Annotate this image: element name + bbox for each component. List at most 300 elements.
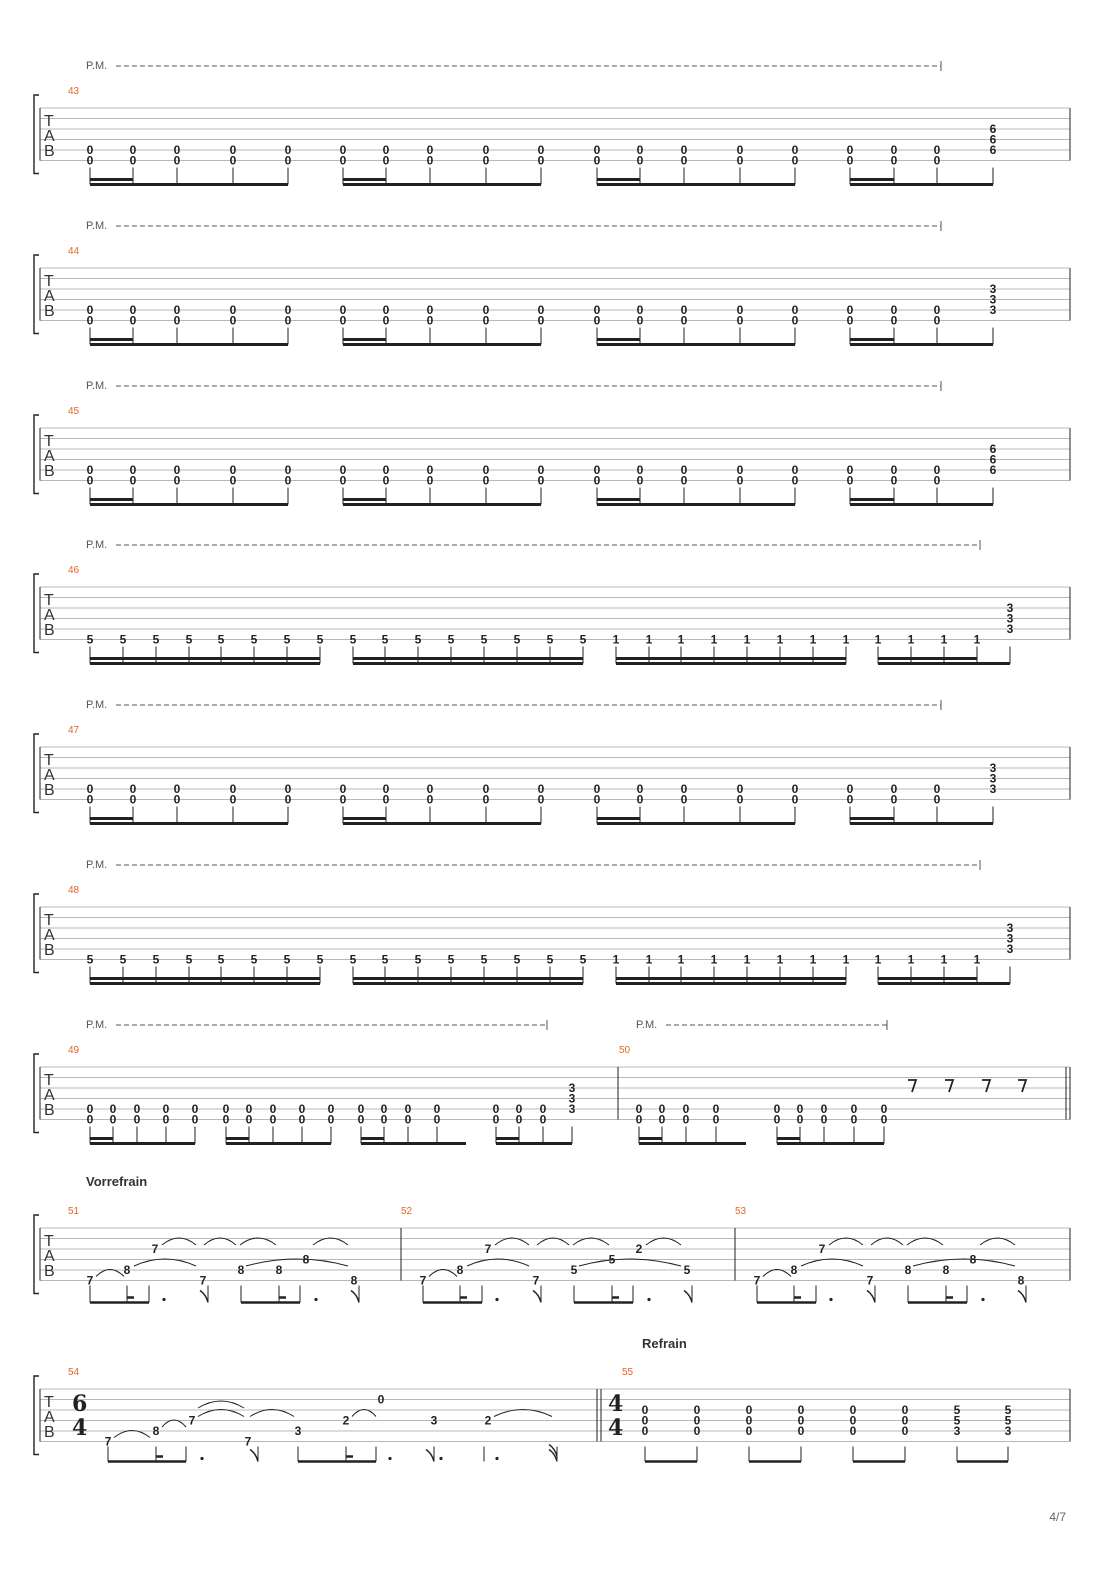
tie-arc [313,1238,348,1245]
fret-number: 0 [86,463,94,477]
fret-number: 0 [712,1102,720,1116]
fret-number: 0 [537,303,545,317]
fret-number: 0 [736,153,744,168]
fret-number: 2 [484,1413,492,1428]
tie-arc [240,1238,276,1245]
tab-system [34,859,1070,984]
dot [439,1457,442,1460]
tie-arc [980,1238,1015,1245]
fret-number: 0 [933,792,941,807]
fret-number: 1 [677,632,685,647]
fret-number: 0 [298,1102,306,1116]
palm-mute-label: P.M. [86,380,108,392]
fret-number: 0 [736,313,744,328]
fret-number: 0 [339,153,347,168]
fret-number: 0 [820,1102,828,1116]
tab-clef-letter: B [44,622,55,639]
fret-number: 0 [269,1102,277,1116]
tie-arc [537,1238,569,1245]
tab-clef-letter: T [44,433,54,450]
fret-number: 0 [426,153,434,168]
fret-number: 8 [123,1263,131,1277]
fret-number: 0 [593,463,601,477]
fret-number: 7 [188,1413,196,1428]
fret-number: 0 [284,303,292,317]
fret-number: 0 [797,1424,805,1438]
fret-number: 0 [880,1102,888,1116]
tie-arc [204,1238,236,1245]
fret-number: 0 [298,1112,306,1127]
dot [647,1298,650,1301]
fret-number: 0 [796,1102,804,1116]
fret-number: 0 [796,1112,804,1127]
fret-number: 0 [229,313,237,328]
fret-number: 0 [846,782,854,796]
section-label-vorrefrain: Vorrefrain [86,1174,148,1189]
fret-number: 0 [129,303,137,317]
fret-number: 5 [953,1413,961,1428]
fret-number: 0 [433,1112,441,1127]
fret-number: 5 [316,952,324,967]
fret-number: 0 [773,1112,781,1127]
tie-arc [646,1238,681,1245]
fret-number: 0 [86,143,94,157]
dot [981,1298,984,1301]
fret-number: 8 [969,1252,977,1267]
palm-mute-label: P.M. [86,60,108,72]
fret-number: 0 [933,782,941,796]
tie-arc [134,1259,196,1266]
fret-number: 5 [86,632,94,647]
fret-number: 0 [129,153,137,168]
tie-arc [114,1431,150,1438]
fret-number: 0 [109,1102,117,1116]
fret-number: 5 [119,952,127,967]
tie-arc [579,1259,681,1266]
fret-number: 5 [152,952,160,967]
fret-number: 0 [682,1102,690,1116]
fret-number: 5 [185,952,193,967]
fret-number: 5 [570,1263,578,1277]
fret-number: 0 [680,143,688,157]
fret-number: 0 [426,792,434,807]
fret-number: 5 [546,632,554,647]
fret-number: 6 [989,132,997,147]
fret-number: 5 [283,632,291,647]
tab-clef-letter: B [44,463,55,480]
fret-number: 0 [849,1413,857,1428]
fret-number: 0 [537,782,545,796]
fret-number: 0 [269,1112,277,1127]
fret-number: 0 [426,463,434,477]
fret-number: 0 [682,1112,690,1127]
fret-number: 0 [593,303,601,317]
fret-number: 0 [636,153,644,168]
tab-system [34,60,1070,185]
fret-number: 0 [593,473,601,488]
fret-number: 5 [349,952,357,967]
fret-number: 0 [229,473,237,488]
fret-number: 3 [989,782,997,796]
tab-clef-letter: T [44,1233,54,1250]
system-bracket [34,95,39,174]
fret-number: 3 [568,1091,576,1106]
fret-number: 1 [842,632,850,647]
dot [495,1298,498,1301]
fret-number: 0 [173,792,181,807]
fret-number: 8 [302,1252,310,1267]
fret-number: 0 [284,782,292,796]
fret-number: 0 [382,463,390,477]
fret-number: 2 [635,1242,643,1256]
fret-number: 0 [339,792,347,807]
fret-number: 1 [612,952,620,967]
note-flag [200,1291,208,1303]
fret-number: 1 [612,632,620,647]
bar-number: 55 [622,1367,634,1378]
fret-number: 5 [513,632,521,647]
fret-number: 3 [989,771,997,786]
palm-mute-label: P.M. [86,859,108,871]
fret-number: 0 [537,473,545,488]
bar-number: 52 [401,1206,413,1217]
note-flag [867,1291,875,1303]
fret-number: 0 [339,782,347,796]
note-flag [1018,1291,1026,1303]
fret-number: 0 [339,143,347,157]
fret-number: 0 [382,792,390,807]
fret-number: 0 [380,1112,388,1127]
fret-number: 1 [776,952,784,967]
fret-number: 0 [382,303,390,317]
tab-clef-letter: A [44,448,55,465]
fret-number: 0 [86,303,94,317]
fret-number: 7 [419,1273,427,1288]
fret-number: 1 [776,632,784,647]
fret-number: 1 [645,632,653,647]
fret-number: 1 [743,632,751,647]
tab-clef-letter: T [44,113,54,130]
fret-number: 0 [636,792,644,807]
fret-number: 0 [426,143,434,157]
fret-number: 0 [482,313,490,328]
fret-number: 0 [773,1102,781,1116]
fret-number: 7 [86,1273,94,1288]
fret-number: 5 [513,952,521,967]
fret-number: 0 [658,1112,666,1127]
fret-number: 0 [129,143,137,157]
fret-number: 0 [680,303,688,317]
fret-number: 0 [357,1102,365,1116]
fret-number: 0 [86,153,94,168]
fret-number: 0 [492,1102,500,1116]
fret-number: 0 [382,313,390,328]
fret-number: 0 [86,1102,94,1116]
fret-number: 0 [641,1413,649,1428]
fret-number: 1 [940,632,948,647]
palm-mute-label: P.M. [636,1019,658,1031]
fret-number: 8 [152,1424,160,1438]
fret-number: 1 [710,632,718,647]
fret-number: 0 [593,782,601,796]
fret-number: 0 [890,782,898,796]
fret-number: 7 [484,1242,492,1256]
note-flag [351,1291,359,1303]
fret-number: 5 [185,632,193,647]
bar-number: 50 [619,1045,631,1056]
fret-number: 0 [426,473,434,488]
fret-number: 3 [989,761,997,775]
fret-number: 3 [1006,611,1014,626]
fret-number: 0 [284,143,292,157]
fret-number: 0 [382,782,390,796]
fret-number: 5 [608,1252,616,1267]
fret-number: 6 [989,442,997,456]
fret-number: 1 [645,952,653,967]
tab-clef-letter: B [44,303,55,320]
tab-clef-letter: T [44,1394,54,1411]
system-bracket [34,255,39,334]
fret-number: 0 [482,463,490,477]
fret-number: 0 [846,473,854,488]
fret-number: 3 [1006,942,1014,956]
fret-number: 0 [109,1112,117,1127]
fret-number: 0 [537,463,545,477]
fret-number: 0 [849,1403,857,1417]
fret-number: 0 [820,1112,828,1127]
fret-number: 0 [129,473,137,488]
bar-number: 49 [68,1045,80,1056]
fret-number: 5 [579,632,587,647]
fret-number: 0 [222,1112,230,1127]
palm-mute-label: P.M. [86,539,108,551]
tie-arc [250,1410,294,1417]
fret-number: 0 [339,473,347,488]
fret-number: 0 [641,1424,649,1438]
fret-number: 0 [482,782,490,796]
tie-arc [198,1410,244,1417]
fret-number: 7 [753,1273,761,1288]
fret-number: 0 [736,473,744,488]
fret-number: 0 [162,1102,170,1116]
fret-number: 0 [593,143,601,157]
fret-number: 0 [890,463,898,477]
fret-number: 5 [579,952,587,967]
fret-number: 0 [129,782,137,796]
fret-number: 5 [480,952,488,967]
fret-number: 0 [658,1102,666,1116]
tab-clef-letter: A [44,288,55,305]
fret-number: 0 [901,1403,909,1417]
fret-number: 5 [381,952,389,967]
fret-number: 8 [237,1263,245,1277]
fret-number: 1 [710,952,718,967]
tie-arc [198,1401,244,1408]
fret-number: 0 [229,463,237,477]
fret-number: 0 [284,473,292,488]
fret-number: 0 [515,1112,523,1127]
fret-number: 0 [890,143,898,157]
tie-arc [495,1238,529,1245]
fret-number: 1 [907,952,915,967]
tab-clef-letter: A [44,1409,55,1426]
tab-clef-letter: A [44,1087,55,1104]
fret-number: 0 [284,313,292,328]
fret-number: 0 [933,473,941,488]
system-bracket [34,574,39,653]
fret-number: 0 [377,1392,385,1407]
bar-number: 44 [68,246,80,257]
section-label-refrain: Refrain [642,1336,687,1351]
fret-number: 0 [426,313,434,328]
fret-number: 0 [636,303,644,317]
fret-number: 0 [933,303,941,317]
fret-number: 0 [327,1102,335,1116]
fret-number: 0 [191,1102,199,1116]
time-signature-bottom: 4 [608,1415,624,1441]
fret-number: 5 [349,632,357,647]
tab-system [34,699,1070,824]
fret-number: 0 [327,1112,335,1127]
fret-number: 8 [942,1263,950,1277]
fret-number: 6 [989,452,997,467]
fret-number: 5 [316,632,324,647]
tie-arc [352,1410,376,1417]
fret-number: 0 [222,1102,230,1116]
fret-number: 0 [482,303,490,317]
fret-number: 0 [86,1112,94,1127]
fret-number: 5 [86,952,94,967]
fret-number: 0 [901,1424,909,1438]
fret-number: 0 [229,782,237,796]
fret-number: 5 [283,952,291,967]
eighth-rest [982,1080,990,1092]
fret-number: 0 [537,792,545,807]
tie-arc [467,1259,529,1266]
fret-number: 5 [683,1263,691,1277]
fret-number: 7 [199,1273,207,1288]
tie-arc [573,1238,609,1245]
tab-system [34,220,1070,345]
fret-number: 3 [1006,921,1014,935]
dot [162,1298,165,1301]
tab-system [34,1019,1070,1144]
fret-number: 0 [162,1112,170,1127]
fret-number: 3 [568,1081,576,1095]
tab-clef-letter: B [44,1263,55,1280]
tab-clef-letter: T [44,912,54,929]
dot [200,1457,203,1460]
system-bracket [34,415,39,494]
fret-number: 7 [244,1434,252,1449]
fret-number: 3 [568,1102,576,1116]
tab-clef-letter: T [44,1072,54,1089]
fret-number: 5 [250,632,258,647]
tie-arc [162,1238,196,1245]
fret-number: 0 [736,463,744,477]
fret-number: 0 [680,473,688,488]
fret-number: 0 [791,153,799,168]
fret-number: 0 [890,792,898,807]
fret-number: 3 [430,1413,438,1428]
fret-number: 1 [940,952,948,967]
fret-number: 0 [850,1112,858,1127]
fret-number: 7 [818,1242,826,1256]
tab-clef-letter: B [44,143,55,160]
fret-number: 0 [933,463,941,477]
fret-number: 0 [382,143,390,157]
time-signature-top: 6 [72,1391,88,1417]
fret-number: 0 [933,313,941,328]
fret-number: 8 [1017,1273,1025,1288]
fret-number: 5 [250,952,258,967]
fret-number: 0 [635,1112,643,1127]
fret-number: 0 [539,1102,547,1116]
fret-number: 0 [482,792,490,807]
fret-number: 8 [275,1263,283,1277]
fret-number: 0 [380,1102,388,1116]
fret-number: 0 [482,473,490,488]
fret-number: 0 [245,1112,253,1127]
tab-clef-letter: A [44,927,55,944]
fret-number: 0 [382,153,390,168]
fret-number: 0 [426,782,434,796]
fret-number: 5 [414,952,422,967]
fret-number: 3 [1004,1424,1012,1438]
note-flag [250,1450,258,1462]
fret-number: 0 [129,792,137,807]
fret-number: 0 [537,143,545,157]
fret-number: 7 [151,1242,159,1256]
fret-number: 0 [537,313,545,328]
fret-number: 0 [890,473,898,488]
fret-number: 0 [736,782,744,796]
tab-clef-letter: B [44,782,55,799]
dot [314,1298,317,1301]
fret-number: 0 [515,1102,523,1116]
fret-number: 6 [989,122,997,136]
fret-number: 0 [846,153,854,168]
fret-number: 0 [791,303,799,317]
bar-number: 46 [68,565,80,576]
fret-number: 0 [791,473,799,488]
fret-number: 7 [866,1273,874,1288]
fret-number: 0 [846,143,854,157]
fret-number: 0 [245,1102,253,1116]
fret-number: 0 [901,1413,909,1428]
time-signature-bottom: 4 [72,1415,88,1441]
fret-number: 0 [173,782,181,796]
fret-number: 0 [191,1112,199,1127]
fret-number: 6 [989,143,997,157]
fret-number: 0 [641,1403,649,1417]
fret-number: 0 [890,303,898,317]
fret-number: 0 [173,303,181,317]
fret-number: 5 [119,632,127,647]
fret-number: 8 [350,1273,358,1288]
tab-systems [34,60,1070,1462]
fret-number: 0 [133,1102,141,1116]
fret-number: 0 [791,792,799,807]
fret-number: 0 [693,1424,701,1438]
fret-number: 0 [433,1102,441,1116]
tab-clef-letter: B [44,1102,55,1119]
fret-number: 0 [797,1403,805,1417]
fret-number: 0 [933,143,941,157]
fret-number: 5 [381,632,389,647]
time-signature-top: 4 [608,1391,624,1417]
tab-clef-letter: B [44,942,55,959]
